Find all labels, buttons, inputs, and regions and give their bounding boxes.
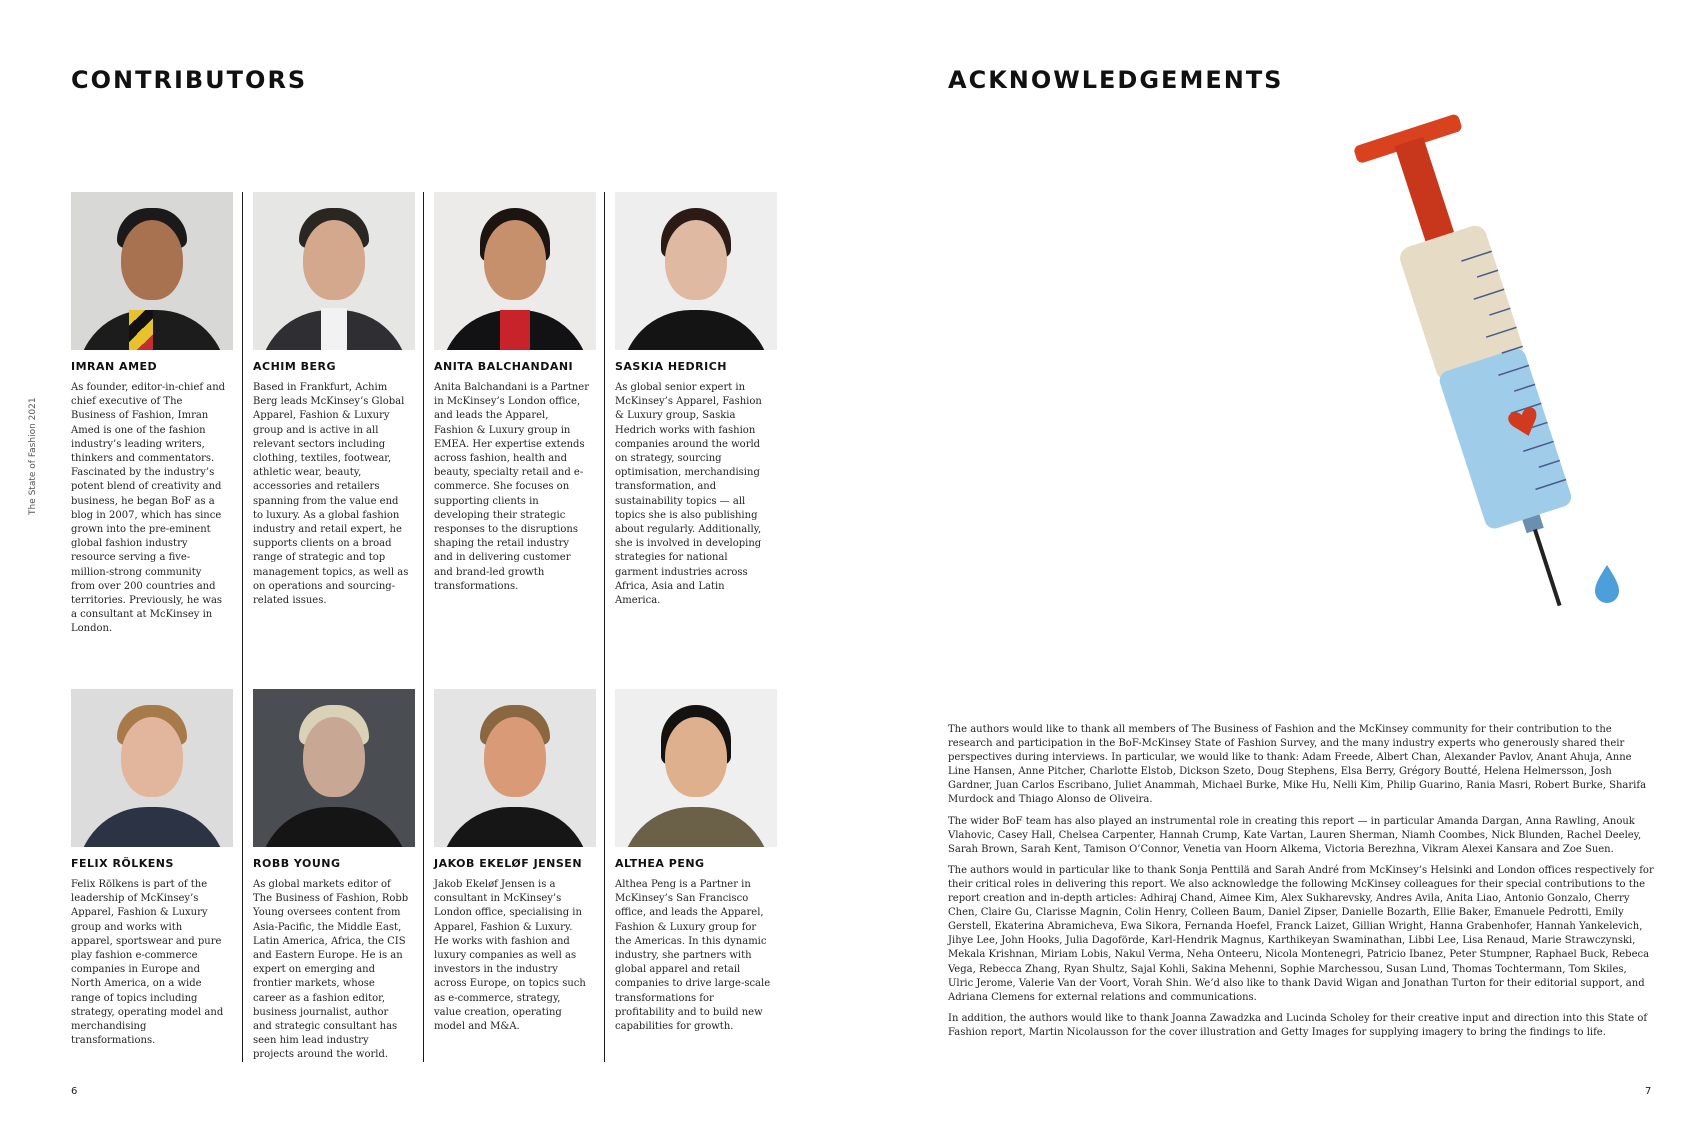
contributor-bio: Anita Balchandani is a Partner in McKinsey’s London office, and leads the Apparel, Fashion & Luxury group in EMEA. Her expertise extends across fashion, health and beauty, specialty retail and e-commerce. She focuses on supporting clients in developing their strategic responses to the disruptions shaping the retail industry and in delivering customer and brand-led growth transformations. bbox=[434, 382, 589, 592]
contributor-photo bbox=[615, 689, 777, 847]
contributor-photo bbox=[71, 689, 233, 847]
contributor-bio: As founder, editor-in-chief and chief executive of The Business of Fashion, Imran Amed is one of the fashion industry’s leading writers, thinkers and commentators. Fascinated by the industry’s potent blend of creativity and business, he began BoF as a blog in 2007, which has since grown into the pre-eminent global fashion industry resource serving a five-million-strong community from over 200 countries and territories. Previously, he was a consultant at McKinsey in London. bbox=[71, 382, 226, 635]
contributor-photo bbox=[253, 689, 415, 847]
contributor-bio: Felix Rölkens is part of the leadership of McKinsey’s Apparel, Fashion & Luxury group and works with apparel, sportswear and pure play fashion e-commerce companies in Europe and North America, on a wide range of topics including strategy, operating model and merchandising transformations. bbox=[71, 879, 224, 1047]
column-divider bbox=[423, 192, 424, 1062]
acknowledgements-body bbox=[948, 723, 1654, 1047]
contributor-card bbox=[615, 192, 777, 608]
contributor-name: JAKOB EKELØF JENSEN bbox=[434, 857, 583, 870]
contributor-card bbox=[253, 689, 415, 1063]
contributor-bio: As global senior expert in McKinsey’s Apparel, Fashion & Luxury group, Saskia Hedrich works with fashion companies around the world on strategy, sourcing optimisation, merchandising transformation, and sustainability topics — all topics she is also publishing about regularly. Additionally, she is involved in developing strategies for national garment industries across Africa, Asia and Latin America. bbox=[615, 382, 762, 607]
page-number-right: 7 bbox=[1645, 1086, 1652, 1097]
contributor-photo bbox=[71, 192, 233, 350]
contributor-bio: Jakob Ekeløf Jensen is a consultant in McKinsey’s London office, specialising in Apparel, Fashion & Luxury. He works with fashion and luxury companies as well as investors in the industry across Europe, on topics such as e-commerce, strategy, value creation, operating model and M&A. bbox=[434, 879, 586, 1033]
contributor-name: FELIX RÖLKENS bbox=[71, 857, 174, 870]
contributor-card bbox=[434, 192, 596, 594]
contributor-card bbox=[253, 192, 415, 608]
contributor-name: ANITA BALCHANDANI bbox=[434, 360, 574, 373]
contributor-card bbox=[71, 192, 233, 637]
contributors-grid bbox=[71, 192, 776, 1062]
spine-text: The State of Fashion 2021 bbox=[28, 397, 38, 515]
contributor-photo bbox=[434, 689, 596, 847]
page-number-left: 6 bbox=[71, 1086, 78, 1097]
syringe-icon bbox=[1353, 113, 1612, 623]
syringe-illustration bbox=[1350, 95, 1650, 665]
contributor-bio: Althea Peng is a Partner in McKinsey’s San Francisco office, and leads the Apparel, Fashion & Luxury group for the Americas. In this dynamic industry, she partners with global apparel and retail companies to drive large-scale transformations for profitability and to build new capabilities for growth. bbox=[615, 879, 771, 1033]
contributor-bio: Based in Frankfurt, Achim Berg leads McKinsey’s Global Apparel, Fashion & Luxury group and is active in all relevant sectors including clothing, textiles, footwear, athletic wear, beauty, accessories and retailers spanning from the value end to luxury. As a global fashion industry and retail expert, he supports clients on a broad range of strategic and top management topics, as well as on operations and sourcing-related issues. bbox=[253, 382, 409, 607]
ack-paragraph: The authors would like to thank all members of The Business of Fashion and the McKinsey community for their contribution to the research and participation in the BoF-McKinsey State of Fashion Survey, and the many industry experts who generously shared their perspectives during interviews. In particular, we would like to thank: Adam Freede, Albert Chan, Alexander Pavlov, Anant Ahuja, Anne Line Hansen, Anne Pitcher, Charlotte Elstob, Dickson Szeto, Doug Stephens, Elsa Berry, Grégory Boutté, Helena Helmersson, Josh Gardner, Juan Carlos Escribano, Juliet Anammah, Michael Burke, Mike Hu, Nelli Kim, Philip Guarino, Rania Masri, Robert Burke, Sharifa Murdock and Thiago Alonso de Oliveira. bbox=[948, 724, 1647, 806]
ack-paragraph: In addition, the authors would like to thank Joanna Zawadzka and Lucinda Scholey for their creative input and direction into this State of Fashion report, Martin Nicolausson for the cover illustration and Getty Images for supplying imagery to bring the findings to life. bbox=[948, 1012, 1648, 1038]
contributor-photo bbox=[434, 192, 596, 350]
drop-icon bbox=[1595, 565, 1619, 603]
contributor-name: ROBB YOUNG bbox=[253, 857, 341, 870]
contributors-heading: CONTRIBUTORS bbox=[71, 66, 308, 94]
ack-paragraph: The authors would in particular like to thank Sonja Penttilä and Sarah André from McKinsey’s Helsinki and London offices respectively for their critical roles in delivering this report. We also acknowledge the following McKinsey colleagues for their special contributions to the report creation and in-depth articles: Adhiraj Chand, Aimee Kim, Alex Sukharevsky, Andres Avila, Anita Liao, Antonio Gonzalo, Cherry Chen, Claire Gu, Clarisse Magnin, Colin Henry, Colleen Baum, Daniel Zipser, Danielle Bozarth, Ellie Baker, Emanuele Pedrotti, Emily Gerstell, Ekaterina Abramicheva, Ewa Sikora, Fernanda Hoefel, Franck Laizet, Gillian Wright, Hanna Grabenhofer, Hannah Yankelevich, Jihye Lee, John Hooks, Julia Dagoförde, Karl-Hendrik Magnus, Karthikeyan Swaminathan, Libbi Lee, Lisa Renaud, Marie Strawczynski, Mekala Krishnan, Miriam Lobis, Nakul Verma, Neha Onteeru, Nicola Montenegri, Patricio Ibanez, Peter Stumpner, Raphael Buck, Rebeca Vega, Rebecca Zhang, Ryan Shultz, Sajal Kohli, Sakina Mehenni, Sophie Marchessou, Susan Lund, Thomas Tochtermann, Tom Skiles, Ulric Jerome, Valerie Van der Voort, Vorah Shin. We’d also like to thank David Wigan and Jonathan Turton for their editorial support, and Adriana Clemens for external relations and communications. bbox=[948, 864, 1654, 1003]
contributor-card bbox=[434, 689, 596, 1034]
column-divider bbox=[604, 192, 605, 1062]
contributor-card bbox=[71, 689, 233, 1048]
contributor-name: SASKIA HEDRICH bbox=[615, 360, 728, 373]
contributor-bio: As global markets editor of The Business of Fashion, Robb Young oversees content from Asia-Pacific, the Middle East, Latin America, Africa, the CIS and Eastern Europe. He is an expert on emerging and frontier markets, whose career as a fashion editor, business journalist, author and strategic consultant has seen him lead industry projects around the world. bbox=[253, 879, 409, 1061]
contributor-name: ALTHEA PENG bbox=[615, 857, 705, 870]
contributor-name: ACHIM BERG bbox=[253, 360, 337, 373]
contributor-photo bbox=[253, 192, 415, 350]
contributor-photo bbox=[615, 192, 777, 350]
column-divider bbox=[242, 192, 243, 1062]
contributor-card bbox=[615, 689, 777, 1034]
acknowledgements-heading: ACKNOWLEDGEMENTS bbox=[948, 66, 1284, 94]
contributor-name: IMRAN AMED bbox=[71, 360, 158, 373]
ack-paragraph: The wider BoF team has also played an instrumental role in creating this report — in particular Amanda Dargan, Anna Rawling, Anouk Vlahovic, Casey Hall, Chelsea Carpenter, Hannah Crump, Kate Vartan, Lauren Sherman, Niamh Coombes, Nick Blunden, Rachel Deeley, Sarah Brown, Sarah Kent, Tamison O’Connor, Venetia van Hoorn Alkema, Victoria Berezhna, Vikram Alexei Kansara and Zoe Suen. bbox=[948, 815, 1642, 855]
